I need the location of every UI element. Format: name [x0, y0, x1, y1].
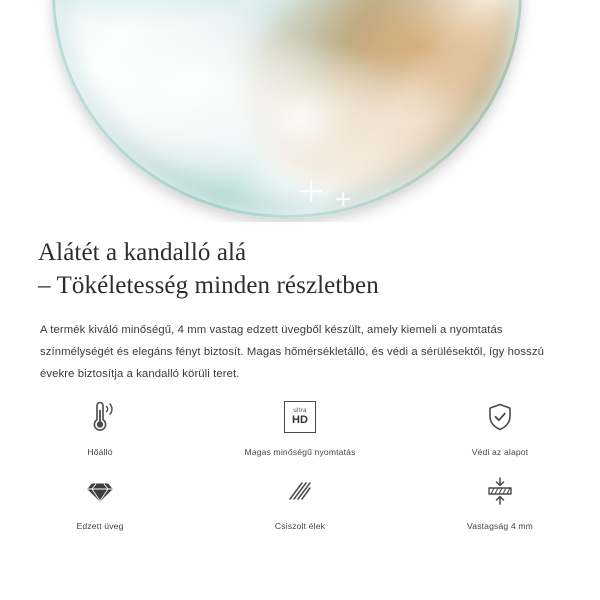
feature-thickness: [400, 469, 600, 531]
feature-grid: [0, 395, 600, 531]
feature-polished-edges: [200, 469, 400, 531]
feature-label: Hőálló: [87, 447, 113, 457]
thickness-arrows-icon: [480, 469, 520, 513]
thermometer-icon: [80, 395, 120, 439]
headline-line-1: Alátét a kandalló alá: [38, 239, 247, 266]
page-title: [0, 222, 600, 303]
glass-rim: [52, 0, 522, 218]
hero-image: [0, 0, 600, 222]
feature-heat-resistant: [0, 395, 200, 457]
badge-bottom-text: HD: [292, 414, 308, 426]
badge-top-text: ultra: [293, 408, 307, 414]
feature-tempered-glass: [0, 469, 200, 531]
feature-label: Védi az alapot: [471, 447, 529, 457]
diamond-icon: [80, 469, 120, 513]
feature-label: Vastagság 4 mm: [467, 521, 533, 531]
feature-label: Magas minőségű nyomtatás: [244, 447, 356, 457]
body-text: A termék kiváló minőségű, 4 mm vastag edzett üvegből készült, amely kiemeli a nyomtatás színmélységét és elegáns fényt biztosít. Magas hőmérsékletálló, és védi a sérülésektől, így hosszú évekre biztosítja a kandalló körüli teret.: [40, 323, 544, 380]
feature-label: Csiszolt élek: [274, 521, 326, 531]
product-description: [0, 222, 600, 385]
feature-floor-protection: [400, 395, 600, 457]
feature-label: Edzett üveg: [76, 521, 124, 531]
polished-edge-icon: [280, 469, 320, 513]
feature-print-quality: [200, 395, 400, 457]
ultra-hd-icon: [284, 395, 316, 439]
product-plate: [52, 0, 522, 218]
headline-line-2: – Tökéletesség minden részletben: [38, 272, 379, 300]
shield-check-icon: [480, 395, 520, 439]
